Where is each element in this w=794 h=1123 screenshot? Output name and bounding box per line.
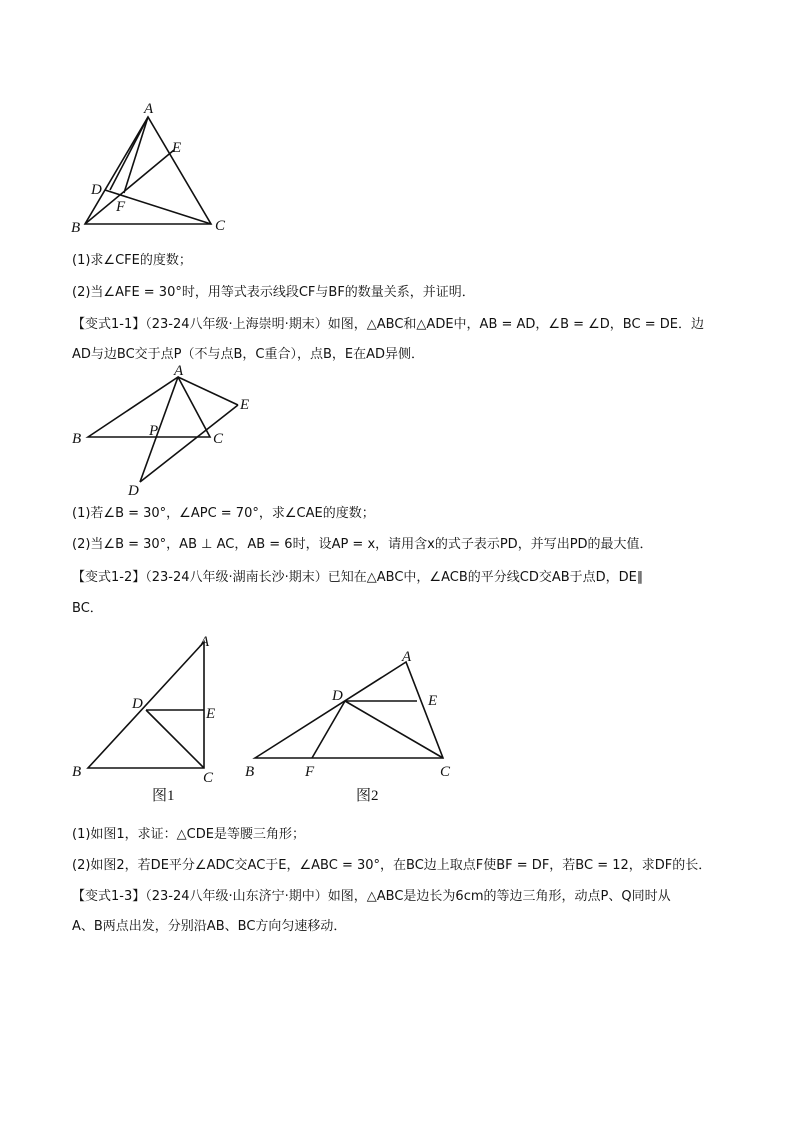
variant-1-2-part1: (1)如图1，求证：△CDE是等腰三角形； (72, 827, 305, 842)
label-a: A (144, 101, 154, 117)
q1-part2: (2)当∠AFE = 30°时，用等式表示线段CF与BF的数量关系，并证明． (72, 285, 475, 300)
fig2-segment-dc (345, 701, 443, 758)
fig2-segment-df (312, 701, 345, 758)
variant-1-2-line1: 【变式1-2】（23-24八年级·湖南长沙·期末）已知在△ABC中，∠ACB的平分线CD交AB于点D，DE∥ (72, 570, 644, 585)
label-b: B (71, 220, 81, 236)
fig1-label-c: C (203, 770, 214, 786)
fig1-label-a: A (200, 634, 210, 650)
label-f: F (116, 199, 126, 215)
label-c: C (213, 431, 224, 447)
label-b: B (72, 431, 82, 447)
variant-1-1-part2: (2)当∠B = 30°，AB ⊥ AC，AB = 6时，设AP = x，请用含x的式子表示PD，并写出PD的最大值． (72, 537, 653, 552)
fig1-label-e: E (206, 706, 216, 722)
figure-two-triangles (60, 363, 270, 503)
fig1-triangle-abc (88, 642, 204, 768)
variant-1-1-line2: AD与边BC交于点P（不与点B，C重合），点B，E在AD异侧． (72, 347, 425, 362)
fig2-caption: 图2 (356, 788, 379, 804)
variant-1-1-part1: (1)若∠B = 30°，∠APC = 70°，求∠CAE的度数； (72, 506, 375, 521)
fig2-label-a: A (402, 649, 412, 665)
q1-part1: (1)求∠CFE的度数； (72, 253, 192, 268)
label-e: E (240, 397, 250, 413)
figure-triangle-def (60, 95, 240, 240)
fig1-segment-dc (146, 710, 204, 768)
variant-1-3-line1: 【变式1-3】（23-24八年级·山东济宁·期中）如图，△ABC是边长为6cm的等边三角形，动点P、Q同时从 (72, 889, 671, 904)
fig1-label-d: D (132, 696, 143, 712)
variant-1-2-line2: BC． (72, 601, 103, 616)
variant-1-2-part2: (2)如图2，若DE平分∠ADC交AC于E，∠ABC = 30°，在BC边上取点F使BF = DF，若BC = 12，求DF的长． (72, 858, 712, 873)
label-p: P (149, 423, 159, 439)
label-c: C (215, 218, 226, 234)
fig2-label-e: E (428, 693, 438, 709)
variant-1-1-line1: 【变式1-1】（23-24八年级·上海崇明·期末）如图，△ABC和△ADE中，AB = AD，∠B = ∠D，BC = DE．边 (72, 317, 704, 332)
label-d: D (91, 182, 102, 198)
variant-1-3-line2: A、B两点出发，分别沿AB、BC方向匀速移动． (72, 919, 347, 934)
fig2-label-d: D (332, 688, 343, 704)
fig2-label-c: C (440, 764, 451, 780)
label-a: A (174, 363, 184, 379)
figure-pair (60, 628, 480, 813)
label-d: D (128, 483, 139, 499)
fig2-triangle-abc (255, 662, 443, 758)
label-e: E (172, 140, 182, 156)
fig1-label-b: B (72, 764, 82, 780)
segment-ae (178, 377, 238, 405)
fig1-caption: 图1 (152, 788, 175, 804)
fig2-label-b: B (245, 764, 255, 780)
fig2-label-f: F (305, 764, 315, 780)
